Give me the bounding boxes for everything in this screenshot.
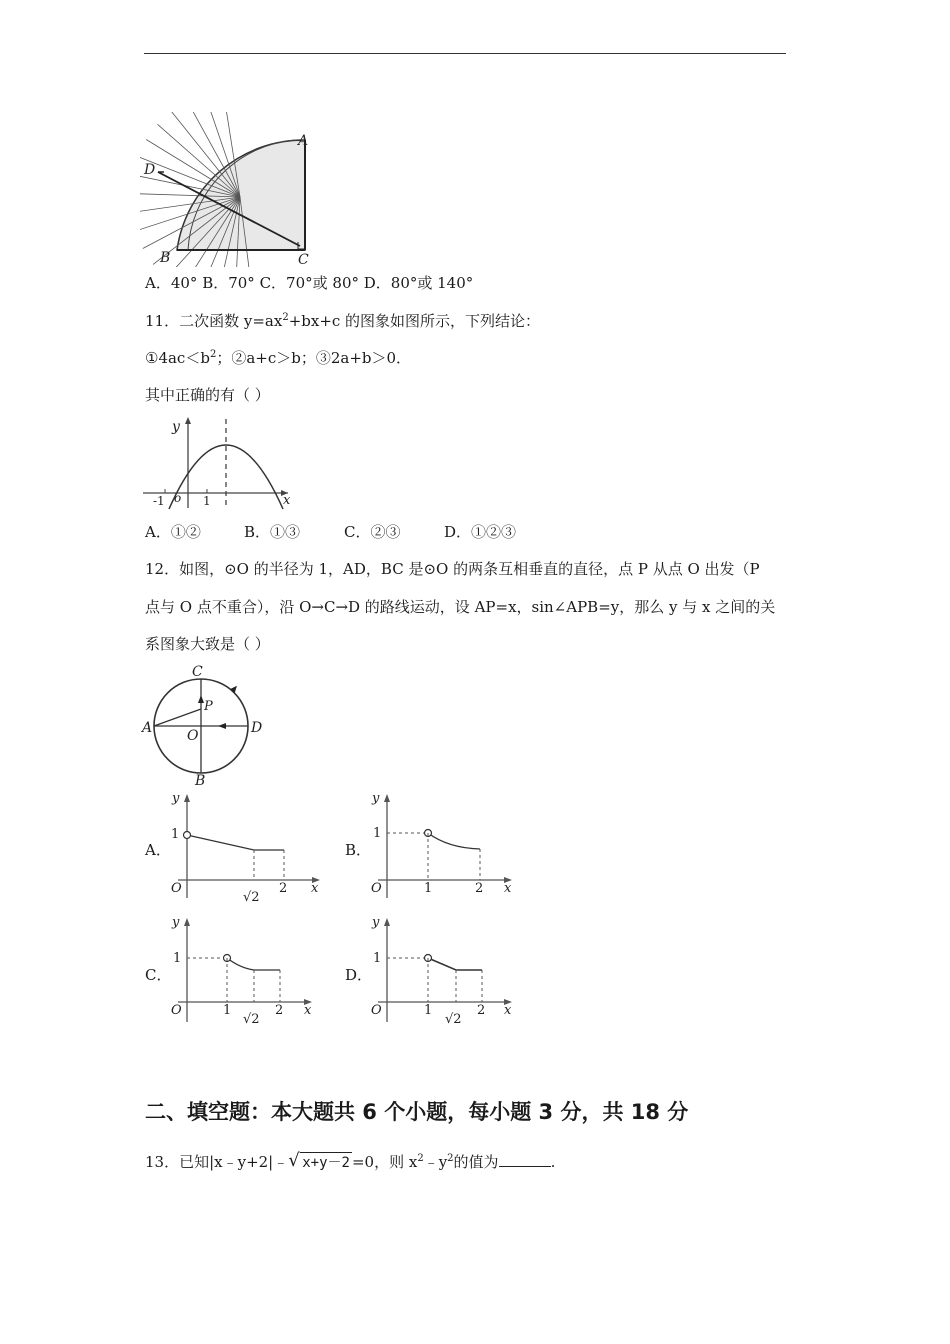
label-D: D <box>144 162 156 178</box>
circle-label-O: O <box>187 728 199 744</box>
q11-stem-suffix: +bx+c 的图象如图所示，下列结论： <box>288 312 541 330</box>
q11-conclusions-sup: 2 <box>209 349 217 360</box>
gc-two: 2 <box>275 1003 284 1018</box>
circle-label-A: A <box>142 720 153 736</box>
graph-option-c[interactable] <box>168 912 318 1030</box>
q12-option-c-letter[interactable]: C． <box>145 966 172 984</box>
q13-sup1: 2 <box>417 1153 424 1164</box>
gc-tick-one: 1 <box>223 1003 232 1018</box>
gd-sqrt2: √2 <box>445 1012 462 1027</box>
q12-stem-line1: 12．如图，⊙O 的半径为 1，AD，BC 是⊙O 的两条互相垂直的直径，点 P 从点 O 出发（P <box>145 560 760 578</box>
gc-origin: O <box>171 1003 182 1018</box>
gd-x: x <box>504 1003 512 1018</box>
graph-option-d[interactable] <box>368 912 518 1030</box>
q12-option-b-letter[interactable]: B． <box>345 841 372 859</box>
label-B: B <box>160 250 171 266</box>
ga-one: 1 <box>171 827 180 842</box>
q13-sup2: 2 <box>447 1153 454 1164</box>
circle-label-P: P <box>204 699 213 714</box>
circle-label-C: C <box>192 664 203 680</box>
axis-x-label: x <box>283 493 291 508</box>
gb-y: y <box>372 791 380 806</box>
label-A: A <box>298 133 309 149</box>
label-C: C <box>298 252 309 267</box>
q11-stem-sup: 2 <box>282 312 289 323</box>
gb-tick-one: 1 <box>424 881 433 896</box>
circle-label-D: D <box>251 720 263 736</box>
gd-two: 2 <box>477 1003 486 1018</box>
q13-dash: ﹣y <box>423 1153 448 1171</box>
q12-stem-line3: 系图象大致是（ ） <box>145 635 270 653</box>
parabola-graph <box>140 413 295 511</box>
gb-origin: O <box>371 881 382 896</box>
graph-option-a[interactable] <box>168 788 326 906</box>
tick-neg1: -1 <box>153 494 165 508</box>
gc-x: x <box>304 1003 312 1018</box>
ga-x: x <box>311 881 319 896</box>
q13-stem: 13．已知|x﹣y+2|﹣√ x+y－2 =0，则 $x^2﹣y^2$的值为 . <box>145 1152 555 1175</box>
q13-radicand: x+y－2 <box>300 1152 352 1173</box>
q11-ask: 其中正确的有（ ） <box>145 386 270 404</box>
gc-y: y <box>172 915 180 930</box>
q12-option-d-letter[interactable]: D． <box>345 966 373 984</box>
origin-label: o <box>174 491 182 505</box>
q11-conclusions <box>145 348 411 371</box>
q12-option-a-letter[interactable]: A． <box>145 841 171 859</box>
ga-sqrt2: √2 <box>243 890 260 905</box>
answer-blank[interactable] <box>499 1152 551 1167</box>
header-rule <box>144 53 786 54</box>
gb-two: 2 <box>475 881 484 896</box>
gb-x: x <box>504 881 512 896</box>
q11-conclusions-1: ①4ac＜b <box>145 349 210 367</box>
gc-sqrt2: √2 <box>243 1012 260 1027</box>
circle-figure <box>140 662 265 788</box>
q13-prefix: 13．已知|x﹣y+2|﹣ <box>145 1153 289 1171</box>
protractor-figure <box>140 112 315 267</box>
tick-1: 1 <box>203 494 211 508</box>
circle-label-B: B <box>195 773 206 788</box>
q11-conclusions-2: ；②a+c＞b；③2a+b＞0． <box>216 349 412 367</box>
sqrt-expression <box>288 1152 352 1173</box>
q12-stem-line2: 点与 O 点不重合），沿 O→C→D 的路线运动，设 AP=x，sin∠APB=y，那么 y 与 x 之间的关 <box>145 598 776 616</box>
q11-option-a[interactable]: A．①② <box>145 523 201 541</box>
q11-option-c[interactable]: C．②③ <box>344 523 401 541</box>
gc-one: 1 <box>173 951 182 966</box>
section-title: 二、填空题：本大题共 6 个小题，每小题 3 分，共 18 分 <box>145 1100 689 1124</box>
ga-origin: O <box>171 881 182 896</box>
q13-middle: =0，则 x <box>351 1153 418 1171</box>
gd-origin: O <box>371 1003 382 1018</box>
q11-option-b[interactable]: B．①③ <box>244 523 301 541</box>
gd-tick-one: 1 <box>424 1003 433 1018</box>
q11-stem <box>145 311 540 334</box>
ga-two: 2 <box>279 881 288 896</box>
q11-stem-prefix: 11．二次函数 y=ax <box>145 312 283 330</box>
q10-options: A．40° B．70° C．70°或 80° D．80°或 140° <box>145 274 474 292</box>
axis-y-label: y <box>172 419 180 435</box>
gb-one: 1 <box>373 826 382 841</box>
graph-option-b[interactable] <box>368 788 518 906</box>
q11-option-d[interactable]: D．①②③ <box>444 523 517 541</box>
ga-y: y <box>172 791 180 806</box>
gd-y: y <box>372 915 380 930</box>
gd-one: 1 <box>373 951 382 966</box>
q13-suffix: 的值为 <box>453 1153 499 1171</box>
